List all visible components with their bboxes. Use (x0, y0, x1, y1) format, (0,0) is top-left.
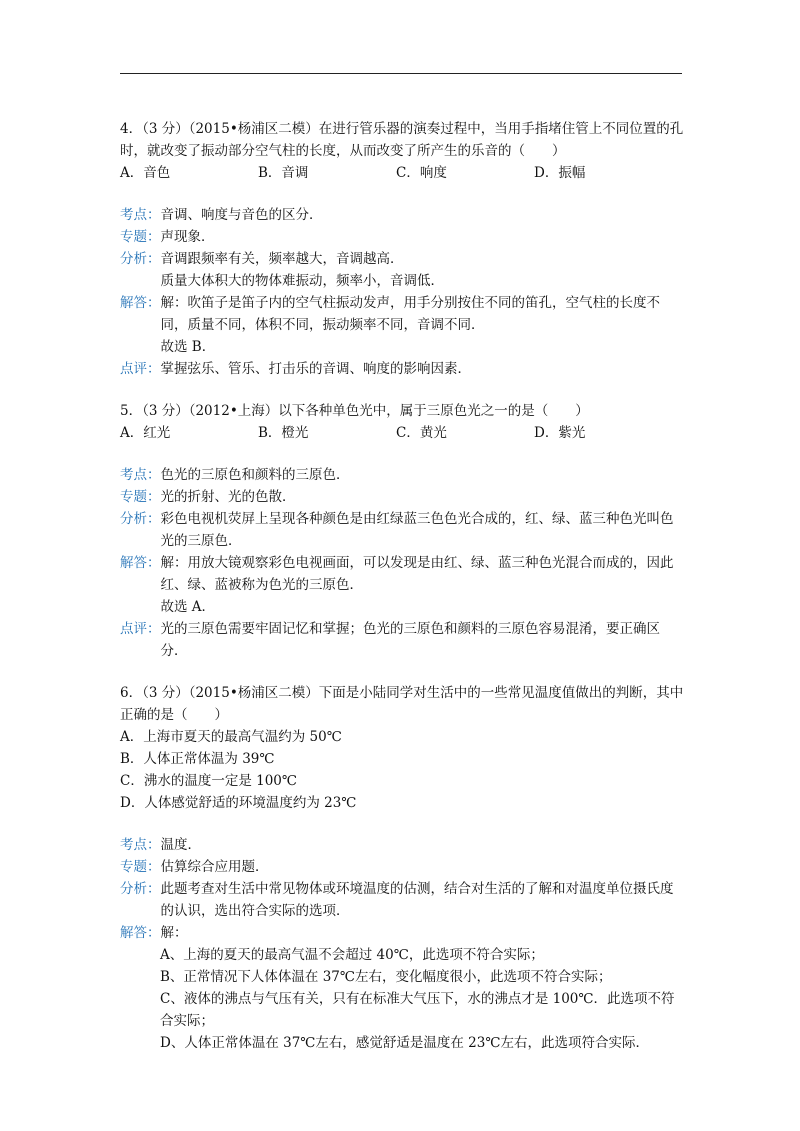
options-row (120, 422, 686, 444)
option-d: D．振幅 (534, 165, 586, 181)
kaodian-label: 考点： (120, 837, 161, 853)
fenxi-label: 分析： (120, 881, 161, 897)
jieda-item: B、正常情况下人体体温在 37℃左右，变化幅度很小，此选项不符合实际； (160, 969, 612, 985)
fenxi-label: 分析： (120, 511, 161, 527)
option-c: C．黄光 (396, 425, 447, 441)
zhuanti-row (120, 226, 686, 248)
dianping-text: 掌握弦乐、管乐、打击乐的音调、响度的影响因素． (160, 361, 471, 377)
fenxi-line: 质量大体积大的物体难振动，频率小，音调低． (160, 273, 444, 289)
option-b: B．橙光 (258, 425, 309, 441)
option-c: C．响度 (396, 165, 447, 181)
fenxi-text: 此题考查对生活中常见物体或环境温度的估测，结合对生活的了解和对温度单位摄氏度的认识，选出符合实际的选项． (160, 881, 674, 919)
dianping-row (120, 618, 686, 662)
analysis-block (120, 834, 686, 1054)
jieda-text (161, 292, 687, 358)
kaodian-text: 色光的三原色和颜料的三原色． (160, 467, 350, 483)
question-5 (120, 400, 686, 662)
kaodian-row (120, 834, 686, 856)
question-stem: 6．（3 分）（2015•杨浦区二模）下面是小陆同学对生活中的一些常见温度值做出的判断，其中正确的是（ ） (120, 685, 684, 723)
fenxi-row (120, 508, 686, 552)
fenxi-line: 音调跟频率有关，频率越大，音调越高． (160, 251, 404, 267)
zhuanti-text: 声现象． (160, 229, 215, 245)
question-6 (120, 682, 686, 1054)
jieda-row (120, 292, 686, 358)
jieda-line: 解：用放大镜观察彩色电视画面，可以发现是由红、绿、蓝三种色光混合而成的，因此红、绿、蓝被称为色光的三原色． (160, 555, 674, 593)
fenxi-text (161, 248, 687, 292)
zhuanti-row (120, 486, 686, 508)
header-rule (120, 73, 682, 74)
jieda-text (161, 552, 687, 618)
options-row (120, 162, 686, 184)
jieda-item: C、液体的沸点与气压有关，只有在标准大气压下，水的沸点才是 100℃．此选项不符合实际； (160, 991, 675, 1029)
question-stem: 5．（3 分）（2012•上海）以下各种单色光中，属于三原色光之一的是（ ） (120, 403, 589, 419)
analysis-block (120, 204, 686, 380)
question-4 (120, 118, 686, 380)
jieda-item: A、上海的夏天的最高气温不会超过 40℃，此选项不符合实际； (160, 947, 544, 963)
fenxi-label: 分析： (120, 251, 161, 267)
jieda-item: D、人体正常体温在 37℃左右，感觉舒适是温度在 23℃左右，此选项符合实际． (160, 1035, 649, 1051)
jieda-line: 解：吹笛子是笛子内的空气柱振动发声，用手分别按住不同的笛孔，空气柱的长度不同，质量不同，体积不同，振动频率不同，音调不同． (160, 295, 660, 333)
jieda-label: 解答： (120, 295, 161, 311)
kaodian-text: 音调、响度与音色的区分． (160, 207, 323, 223)
kaodian-row (120, 204, 686, 226)
dianping-label: 点评： (120, 361, 161, 377)
jieda-label: 解答： (120, 555, 161, 571)
fenxi-text: 彩色电视机荧屏上呈现各种颜色是由红绿蓝三色色光合成的，红、绿、蓝三种色光叫色光的三原色． (160, 511, 674, 549)
zhuanti-text: 估算综合应用题． (160, 859, 269, 875)
jieda-items (120, 944, 686, 1054)
zhuanti-text: 光的折射、光的色散． (160, 489, 296, 505)
zhuanti-label: 专题： (120, 859, 161, 875)
option-c: C．沸水的温度一定是 100℃ (120, 773, 297, 789)
fenxi-row (120, 248, 686, 292)
zhuanti-label: 专题： (120, 229, 161, 245)
answer-choice: 故选 B． (160, 339, 216, 355)
option-d: D．紫光 (534, 425, 586, 441)
fenxi-row (120, 878, 686, 922)
jieda-text: 解： (160, 925, 188, 941)
document-body (120, 118, 686, 1054)
answer-choice: 故选 A． (160, 599, 216, 615)
option-a: A．上海市夏天的最高气温约为 50℃ (120, 729, 342, 745)
zhuanti-row (120, 856, 686, 878)
kaodian-text: 温度． (160, 837, 201, 853)
analysis-block (120, 464, 686, 662)
option-b: B．人体正常体温为 39℃ (120, 751, 275, 767)
question-stem: 4．（3 分）（2015•杨浦区二模）在进行管乐器的演奏过程中，当用手指堵住管上不同位置的孔时，就改变了振动部分空气柱的长度，从而改变了所产生的乐音的（ ） (120, 121, 684, 159)
option-a: A．红光 (120, 425, 171, 441)
kaodian-row (120, 464, 686, 486)
dianping-text: 光的三原色需要牢固记忆和掌握；色光的三原色和颜料的三原色容易混淆，要正确区分． (160, 621, 660, 659)
zhuanti-label: 专题： (120, 489, 161, 505)
option-b: B．音调 (258, 165, 309, 181)
jieda-row (120, 922, 686, 944)
dianping-row (120, 358, 686, 380)
kaodian-label: 考点： (120, 207, 161, 223)
option-d: D．人体感觉舒适的环境温度约为 23℃ (120, 795, 357, 811)
option-a: A．音色 (120, 165, 171, 181)
jieda-row (120, 552, 686, 618)
jieda-label: 解答： (120, 925, 161, 941)
kaodian-label: 考点： (120, 467, 161, 483)
dianping-label: 点评： (120, 621, 161, 637)
